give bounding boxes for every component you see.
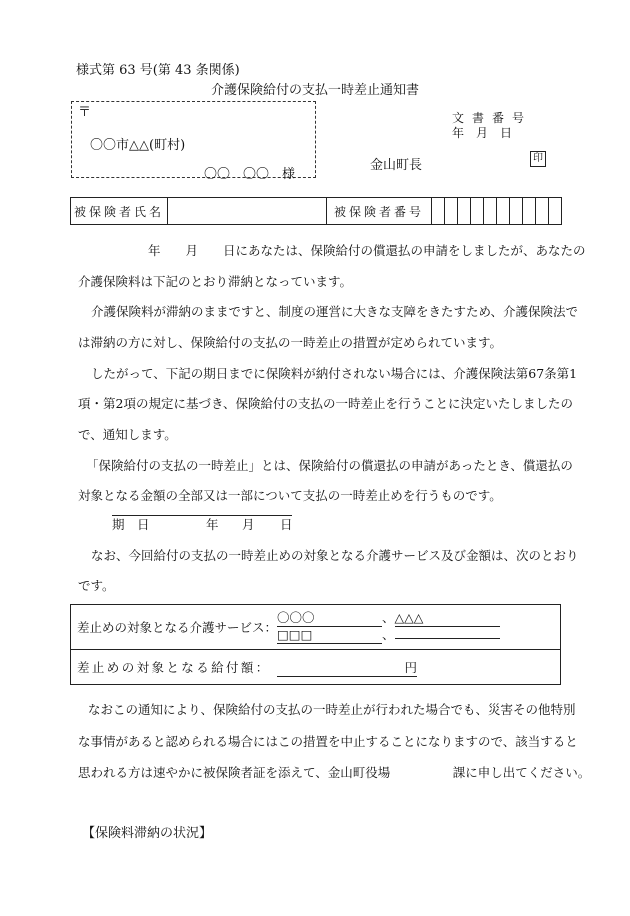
- paragraph-5-line-1: なお、今回給付の支払の一時差止めの対象となる介護サービス及び金額は、次のとおり: [91, 548, 579, 563]
- suspension-table: [70, 604, 561, 685]
- paragraph-6-line-1: なおこの通知により、保険給付の支払の一時差止が行われた場合でも、災害その他特別: [88, 702, 576, 717]
- amount-field[interactable]: [277, 658, 417, 677]
- arrears-section-title: 【保険料滞納の状況】: [82, 826, 213, 841]
- service-label: 差止めの対象となる介護サービス：: [77, 620, 278, 635]
- insured-number-digit[interactable]: [471, 198, 484, 225]
- recipient-name: 〇〇 〇〇 様: [204, 167, 296, 182]
- service-field[interactable]: 〇〇〇: [277, 610, 382, 627]
- document-title: 介護保険給付の支払一時差止通知書: [210, 83, 419, 98]
- issuer-mayor: 金山町長: [370, 158, 423, 173]
- paragraph-4-line-2: 対象となる金額の全部又は一部について支払の一時差止めを行うものです。: [78, 488, 502, 503]
- paragraph-1-line-1: 年 月 日にあなたは、保険給付の償還払の申請をしましたが、あなたの: [148, 243, 586, 258]
- paragraph-2-line-2: は滞納の方に対し、保険給付の支払の一時差止の措置が定められています。: [78, 335, 503, 350]
- service-row: [71, 605, 561, 650]
- due-year-label: 年: [206, 517, 219, 532]
- insured-number-digit[interactable]: [549, 198, 562, 225]
- insured-number-digit[interactable]: [510, 198, 523, 225]
- paragraph-6-line-3: 思われる方は速やかに被保険者証を添えて、金山町役場 課に申し出てください。: [78, 765, 591, 780]
- paragraph-3-line-1: したがって、下記の期日までに保険料が納付されない場合には、介護保険法第67条第1: [91, 366, 578, 381]
- paragraph-2-line-1: 介護保険料が滞納のままですと、制度の運営に大きな支障をきたすため、介護保険法で: [91, 304, 579, 319]
- insured-number-digit[interactable]: [458, 198, 471, 225]
- paragraph-3-line-3: で、通知します。: [78, 427, 177, 442]
- insured-number-digit[interactable]: [497, 198, 510, 225]
- insured-person-table: [70, 197, 562, 225]
- amount-unit: 円: [404, 659, 417, 675]
- insured-name-field[interactable]: [168, 198, 327, 225]
- insured-number-digit[interactable]: [445, 198, 458, 225]
- amount-label: 差止めの対象となる給付額：: [77, 659, 271, 675]
- document-number-label: 文書番号: [452, 111, 533, 125]
- paragraph-5-line-2: です。: [78, 578, 115, 593]
- insured-number-label: 被保険者番号: [327, 198, 432, 225]
- insured-number-digit[interactable]: [484, 198, 497, 225]
- service-field[interactable]: □□□: [277, 627, 382, 644]
- service-field[interactable]: [395, 638, 500, 639]
- paragraph-1-line-2: 介護保険料は下記のとおり滞納となっています。: [78, 274, 353, 289]
- due-date-line: [112, 515, 293, 532]
- separator: 、: [382, 610, 395, 625]
- paragraph-6-line-2: な事情があると認められる場合にはこの措置を中止することになりますので、該当すると: [78, 734, 578, 749]
- due-date-label: 期 日: [112, 517, 150, 532]
- paragraph-4-line-1: 「保険給付の支払の一時差止」とは、保険給付の償還払の申請があったとき、償還払の: [86, 458, 573, 473]
- separator: 、: [382, 627, 395, 642]
- document-date-label: 年 月 日: [452, 126, 513, 140]
- due-day-label: 日: [280, 517, 293, 532]
- recipient-city: 〇〇市△△(町村): [90, 138, 186, 153]
- seal-mark: 印: [530, 151, 546, 167]
- service-field[interactable]: △△△: [395, 610, 500, 627]
- insured-number-digit[interactable]: [523, 198, 536, 225]
- insured-name-label: 被保険者氏名: [71, 198, 168, 225]
- form-number: 様式第 63 号(第 43 条関係): [76, 63, 240, 78]
- postal-mark: 〒: [78, 105, 92, 120]
- due-month-label: 月: [242, 517, 255, 532]
- insured-number-digit[interactable]: [432, 198, 445, 225]
- insured-number-digit[interactable]: [536, 198, 549, 225]
- amount-row: [71, 650, 561, 685]
- paragraph-3-line-2: 項・第2項の規定に基づき、保険給付の支払の一時差止を行うことに決定いたしましたの: [78, 396, 573, 411]
